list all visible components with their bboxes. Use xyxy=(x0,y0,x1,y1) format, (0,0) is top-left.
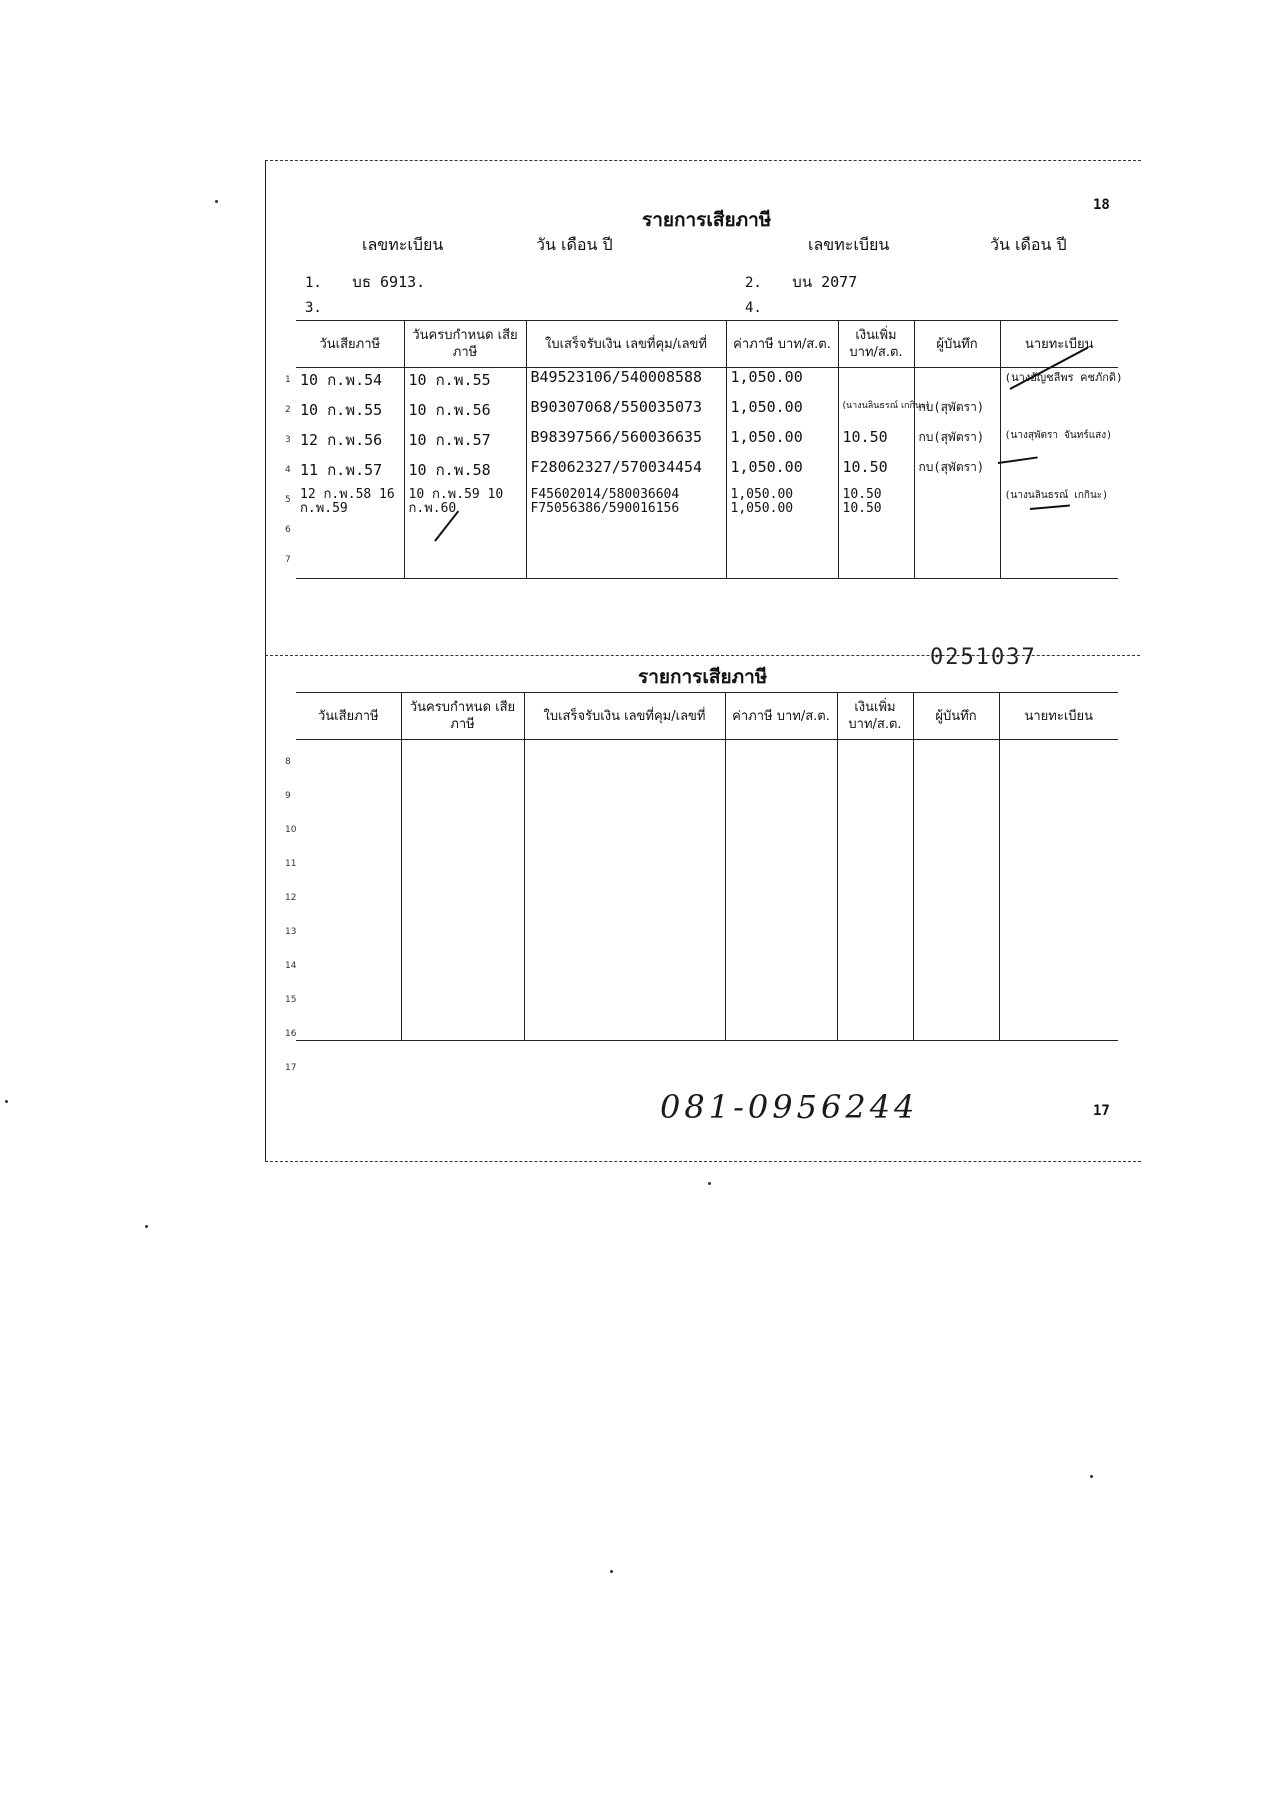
row-number: 7 xyxy=(285,555,291,565)
scan-speck xyxy=(1090,1475,1093,1478)
col-receipt: ใบเสร็จรับเงิน เลขที่คุม/เลขที่ xyxy=(526,321,726,368)
registrar-cell xyxy=(999,770,1118,800)
receipt-cell xyxy=(524,950,725,980)
pay-date-cell xyxy=(296,890,401,920)
recorder-cell xyxy=(914,488,1000,518)
registrar-cell xyxy=(999,950,1118,980)
col-surcharge: เงินเพิ่ม บาท/ส.ต. xyxy=(838,321,914,368)
receipt-cell xyxy=(524,890,725,920)
due-date-cell xyxy=(401,740,524,771)
tax-cell xyxy=(725,830,837,860)
pay-date-cell xyxy=(296,518,404,548)
registrar-cell: (นางอัญชลีพร คชภักดิ) xyxy=(1000,368,1118,399)
surcharge-cell: (นางนลินธรณ์ เกกินะ) xyxy=(838,398,914,428)
due-date-cell xyxy=(404,518,526,548)
surcharge-cell xyxy=(837,740,913,771)
due-date-cell: 10 ก.พ.59 10 ก.พ.60 xyxy=(404,488,526,518)
registration-slot-4 xyxy=(745,300,762,316)
tax-cell xyxy=(725,950,837,980)
registrar-cell xyxy=(999,860,1118,890)
pay-date-cell xyxy=(296,980,401,1010)
receipt-cell xyxy=(524,770,725,800)
col-due-date: วันครบกำหนด เสียภาษี xyxy=(404,321,526,368)
registration-index: 2. xyxy=(745,275,762,291)
pay-date-cell: 11 ก.พ.57 xyxy=(300,461,383,479)
page-number-bottom: 17 xyxy=(1093,1103,1110,1119)
table-row xyxy=(296,890,1118,920)
table-row xyxy=(296,428,1118,458)
scan-speck xyxy=(215,200,218,203)
recorder-cell xyxy=(913,830,999,860)
tax-cell: 1,050.00 xyxy=(726,428,838,458)
pay-date-cell xyxy=(296,830,401,860)
table-row xyxy=(296,368,1118,399)
recorder-cell xyxy=(913,740,999,771)
receipt-cell: F45602014/580036604 F75056386/590016156 xyxy=(526,488,726,518)
registrar-cell xyxy=(999,830,1118,860)
tax-cell xyxy=(725,770,837,800)
due-date-cell: 10 ก.พ.57 xyxy=(404,428,526,458)
row-number: 5 xyxy=(285,495,291,505)
surcharge-cell: 10.50 xyxy=(838,428,914,458)
pay-date-cell xyxy=(296,770,401,800)
col-surcharge: เงินเพิ่ม บาท/ส.ต. xyxy=(837,693,913,740)
tax-cell xyxy=(725,740,837,771)
tax-cell xyxy=(725,800,837,830)
due-date-cell xyxy=(404,548,526,579)
recorder-cell xyxy=(914,548,1000,579)
registrar-cell: (นางสุพัตรา จันทร์แสง) xyxy=(1000,428,1118,458)
pay-date-cell: 10 ก.พ.55 xyxy=(300,401,383,419)
due-date-cell xyxy=(401,890,524,920)
pay-date-cell xyxy=(296,920,401,950)
tax-cell xyxy=(725,890,837,920)
receipt-cell xyxy=(524,920,725,950)
tax-record-title-bottom: รายการเสียภาษี xyxy=(638,666,768,688)
registrar-cell xyxy=(1000,518,1118,548)
table-header-row xyxy=(296,693,1118,740)
scan-speck xyxy=(145,1225,148,1228)
recorder-cell xyxy=(913,1010,999,1041)
tax-cell xyxy=(725,1010,837,1041)
pay-date-cell xyxy=(296,950,401,980)
pay-date-cell xyxy=(296,740,401,771)
col-pay-date: วันเสียภาษี xyxy=(296,693,401,740)
recorder-cell: กบ(สุพัตรา) xyxy=(914,458,1000,488)
table-row xyxy=(296,458,1118,488)
registration-plate-value: บน 2077 xyxy=(792,273,858,291)
registrar-cell xyxy=(999,920,1118,950)
registrar-cell xyxy=(1000,548,1118,579)
receipt-cell xyxy=(524,1010,725,1041)
due-date-cell: 10 ก.พ.58 xyxy=(404,458,526,488)
recorder-cell xyxy=(913,770,999,800)
table-row xyxy=(296,488,1118,518)
receipt-cell: B90307068/550035073 xyxy=(526,398,726,428)
pay-date-cell xyxy=(296,1010,401,1041)
due-date-cell xyxy=(401,950,524,980)
row-number: 4 xyxy=(285,465,291,475)
recorder-cell xyxy=(913,950,999,980)
registration-plate-value: บธ 6913. xyxy=(352,273,426,291)
row-number: 9 xyxy=(285,791,291,801)
date-header-1: วัน เดือน ปี xyxy=(536,235,613,254)
surcharge-cell xyxy=(837,950,913,980)
table-row xyxy=(296,980,1118,1010)
row-number: 1 xyxy=(285,375,291,385)
registration-slot-2 xyxy=(745,270,857,294)
tax-cell: 1,050.00 xyxy=(726,458,838,488)
due-date-cell xyxy=(401,860,524,890)
bottom-table-body xyxy=(296,740,1118,1041)
row-number: 3 xyxy=(285,435,291,445)
row-number: 11 xyxy=(285,859,297,869)
due-date-cell xyxy=(401,980,524,1010)
pay-date-cell xyxy=(296,860,401,890)
registration-index: 4. xyxy=(745,300,762,316)
surcharge-cell xyxy=(837,860,913,890)
scan-speck xyxy=(5,1100,8,1103)
card-serial-number: 0251037 xyxy=(930,645,1037,670)
table-row xyxy=(296,800,1118,830)
surcharge-cell xyxy=(837,830,913,860)
receipt-cell xyxy=(526,518,726,548)
scan-speck xyxy=(610,1570,613,1573)
plate-header-1: เลขทะเบียน xyxy=(362,235,444,254)
tax-cell xyxy=(726,548,838,579)
tax-cell xyxy=(726,518,838,548)
row-number: 17 xyxy=(285,1063,297,1073)
col-recorder: ผู้บันทึก xyxy=(913,693,999,740)
surcharge-cell xyxy=(838,368,914,399)
recorder-cell xyxy=(913,920,999,950)
registrar-cell: (นางนลินธรณ์ เกกินะ) xyxy=(1000,488,1118,518)
registration-index: 3. xyxy=(305,300,322,316)
surcharge-cell xyxy=(837,800,913,830)
pay-date-cell: 10 ก.พ.54 xyxy=(300,371,383,389)
col-tax: ค่าภาษี บาท/ส.ต. xyxy=(725,693,837,740)
tax-record-table-top xyxy=(296,320,1123,579)
recorder-cell: กบ(สุพัตรา) xyxy=(914,428,1000,458)
row-number: 16 xyxy=(285,1029,297,1039)
table-header-row xyxy=(296,321,1118,368)
handwritten-phone-number: 081-0956244 xyxy=(660,1088,919,1126)
receipt-cell xyxy=(524,860,725,890)
table-row xyxy=(296,1010,1118,1041)
recorder-cell xyxy=(913,860,999,890)
tax-cell xyxy=(725,980,837,1010)
due-date-cell: 10 ก.พ.55 xyxy=(404,368,526,399)
table-row xyxy=(296,830,1118,860)
receipt-cell: F28062327/570034454 xyxy=(526,458,726,488)
registrar-cell xyxy=(1000,398,1118,428)
page-number-top: 18 xyxy=(1093,197,1110,213)
receipt-cell: B49523106/540008588 xyxy=(526,368,726,399)
pay-date-cell xyxy=(296,548,404,579)
surcharge-cell xyxy=(838,518,914,548)
table-row xyxy=(296,740,1118,771)
due-date-cell: 10 ก.พ.56 xyxy=(404,398,526,428)
pay-date-cell xyxy=(296,800,401,830)
row-number: 14 xyxy=(285,961,297,971)
recorder-cell xyxy=(914,518,1000,548)
row-number: 12 xyxy=(285,893,297,903)
due-date-cell xyxy=(401,830,524,860)
tax-record-title-top: รายการเสียภาษี xyxy=(642,209,772,231)
surcharge-cell xyxy=(837,890,913,920)
surcharge-cell xyxy=(838,548,914,579)
row-number: 15 xyxy=(285,995,297,1005)
registrar-cell xyxy=(999,890,1118,920)
recorder-cell xyxy=(914,368,1000,399)
receipt-cell xyxy=(524,980,725,1010)
table-row xyxy=(296,920,1118,950)
registration-index: 1. xyxy=(305,275,322,291)
receipt-cell xyxy=(524,800,725,830)
table-row xyxy=(296,770,1118,800)
col-tax: ค่าภาษี บาท/ส.ต. xyxy=(726,321,838,368)
table-row xyxy=(296,860,1118,890)
due-date-cell xyxy=(401,1010,524,1041)
receipt-cell xyxy=(524,830,725,860)
receipt-cell: B98397566/560036635 xyxy=(526,428,726,458)
table-row xyxy=(296,398,1118,428)
due-date-cell xyxy=(401,800,524,830)
row-number: 6 xyxy=(285,525,291,535)
due-date-cell xyxy=(401,770,524,800)
col-pay-date: วันเสียภาษี xyxy=(296,321,404,368)
pay-date-cell: 12 ก.พ.58 16 ก.พ.59 xyxy=(300,487,395,516)
tax-record-table-bottom xyxy=(296,692,1118,1041)
col-recorder: ผู้บันทึก xyxy=(914,321,1000,368)
table-row xyxy=(296,518,1118,548)
surcharge-cell xyxy=(837,1010,913,1041)
plate-header-2: เลขทะเบียน xyxy=(808,235,890,254)
recorder-cell: กบ(สุพัตรา) xyxy=(914,398,1000,428)
tax-cell xyxy=(725,860,837,890)
table-row xyxy=(296,950,1118,980)
registrar-cell xyxy=(1000,458,1118,488)
due-date-cell xyxy=(401,920,524,950)
scan-speck xyxy=(708,1182,711,1185)
recorder-cell xyxy=(913,800,999,830)
surcharge-cell xyxy=(837,770,913,800)
registration-slot-1 xyxy=(305,270,425,294)
col-receipt: ใบเสร็จรับเงิน เลขที่คุม/เลขที่ xyxy=(524,693,725,740)
surcharge-cell xyxy=(837,920,913,950)
receipt-cell xyxy=(526,548,726,579)
row-number: 13 xyxy=(285,927,297,937)
tax-cell xyxy=(725,920,837,950)
col-due-date: วันครบกำหนด เสียภาษี xyxy=(401,693,524,740)
registrar-cell xyxy=(999,800,1118,830)
registrar-cell xyxy=(999,1010,1118,1041)
recorder-cell xyxy=(913,890,999,920)
pay-date-cell: 12 ก.พ.56 xyxy=(300,431,383,449)
row-number: 10 xyxy=(285,825,297,835)
row-number: 2 xyxy=(285,405,291,415)
receipt-cell xyxy=(524,740,725,771)
surcharge-cell: 10.50 xyxy=(838,458,914,488)
tax-cell: 1,050.00 xyxy=(726,368,838,399)
surcharge-cell xyxy=(837,980,913,1010)
col-registrar: นายทะเบียน xyxy=(1000,321,1118,368)
registrar-cell xyxy=(999,980,1118,1010)
date-header-2: วัน เดือน ปี xyxy=(990,235,1067,254)
row-number: 8 xyxy=(285,757,291,767)
registrar-cell xyxy=(999,740,1118,771)
tax-cell: 1,050.00 xyxy=(726,398,838,428)
table-row xyxy=(296,548,1118,579)
registration-slot-3 xyxy=(305,300,322,316)
surcharge-cell: 10.50 10.50 xyxy=(838,488,914,518)
recorder-cell xyxy=(913,980,999,1010)
col-registrar: นายทะเบียน xyxy=(999,693,1118,740)
tax-cell: 1,050.00 1,050.00 xyxy=(726,488,838,518)
